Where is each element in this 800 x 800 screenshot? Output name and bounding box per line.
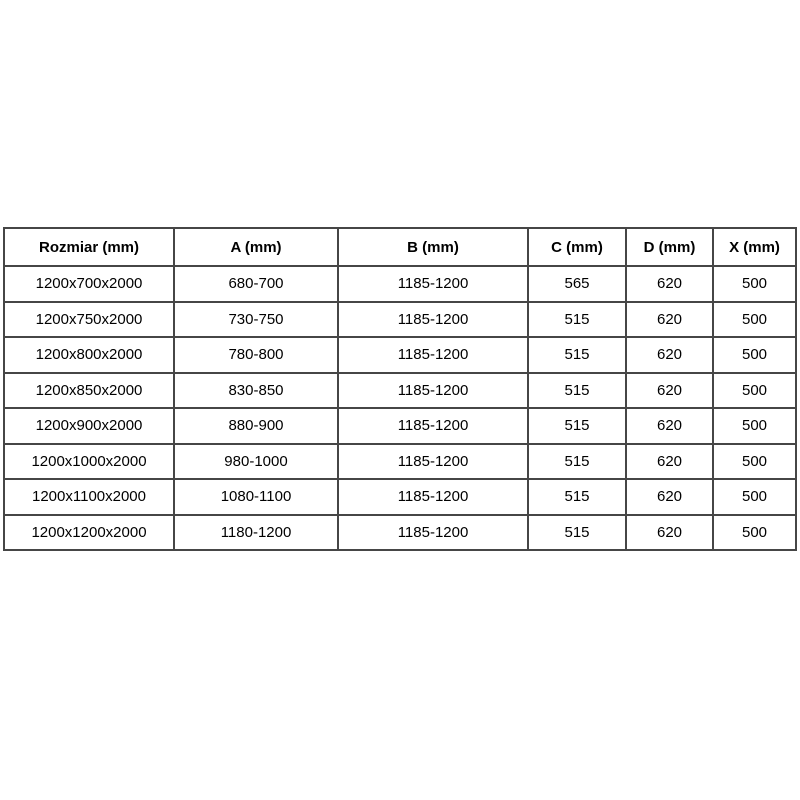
table-cell: 1200x800x2000 bbox=[4, 337, 174, 373]
table-row bbox=[4, 337, 796, 373]
table-cell: 515 bbox=[528, 373, 626, 409]
table-cell: 515 bbox=[528, 444, 626, 480]
table-row bbox=[4, 444, 796, 480]
column-header: D (mm) bbox=[626, 228, 713, 266]
table-cell: 1200x1000x2000 bbox=[4, 444, 174, 480]
table-cell: 1200x700x2000 bbox=[4, 266, 174, 302]
table-row bbox=[4, 408, 796, 444]
table-cell: 1180-1200 bbox=[174, 515, 338, 551]
table-cell: 1185-1200 bbox=[338, 302, 528, 338]
table-row bbox=[4, 302, 796, 338]
table-cell: 500 bbox=[713, 373, 796, 409]
table-cell: 515 bbox=[528, 515, 626, 551]
table-cell: 500 bbox=[713, 337, 796, 373]
table-cell: 620 bbox=[626, 266, 713, 302]
column-header: X (mm) bbox=[713, 228, 796, 266]
column-header: Rozmiar (mm) bbox=[4, 228, 174, 266]
table-cell: 515 bbox=[528, 302, 626, 338]
table-cell: 780-800 bbox=[174, 337, 338, 373]
table-cell: 515 bbox=[528, 408, 626, 444]
table-row bbox=[4, 515, 796, 551]
table-cell: 515 bbox=[528, 479, 626, 515]
table-cell: 500 bbox=[713, 408, 796, 444]
table-row bbox=[4, 373, 796, 409]
size-spec-table-container bbox=[3, 227, 795, 551]
table-cell: 1200x900x2000 bbox=[4, 408, 174, 444]
table-row bbox=[4, 266, 796, 302]
table-cell: 1200x1100x2000 bbox=[4, 479, 174, 515]
header-row bbox=[4, 228, 796, 266]
table-cell: 1185-1200 bbox=[338, 479, 528, 515]
table-cell: 1185-1200 bbox=[338, 515, 528, 551]
table-cell: 880-900 bbox=[174, 408, 338, 444]
table-cell: 500 bbox=[713, 266, 796, 302]
table-cell: 500 bbox=[713, 444, 796, 480]
table-cell: 500 bbox=[713, 479, 796, 515]
table-cell: 565 bbox=[528, 266, 626, 302]
table-cell: 620 bbox=[626, 479, 713, 515]
table-cell: 1185-1200 bbox=[338, 373, 528, 409]
table-cell: 1200x850x2000 bbox=[4, 373, 174, 409]
table-row bbox=[4, 479, 796, 515]
table-cell: 620 bbox=[626, 515, 713, 551]
table-cell: 1185-1200 bbox=[338, 408, 528, 444]
table-cell: 500 bbox=[713, 302, 796, 338]
column-header: B (mm) bbox=[338, 228, 528, 266]
table-cell: 1080-1100 bbox=[174, 479, 338, 515]
table-cell: 620 bbox=[626, 302, 713, 338]
table-cell: 1200x1200x2000 bbox=[4, 515, 174, 551]
table-header bbox=[4, 228, 796, 266]
table-cell: 1185-1200 bbox=[338, 266, 528, 302]
table-cell: 730-750 bbox=[174, 302, 338, 338]
table-cell: 620 bbox=[626, 444, 713, 480]
table-cell: 1185-1200 bbox=[338, 337, 528, 373]
column-header: A (mm) bbox=[174, 228, 338, 266]
size-spec-table bbox=[3, 227, 797, 551]
table-cell: 1200x750x2000 bbox=[4, 302, 174, 338]
table-cell: 1185-1200 bbox=[338, 444, 528, 480]
column-header: C (mm) bbox=[528, 228, 626, 266]
table-cell: 515 bbox=[528, 337, 626, 373]
table-cell: 830-850 bbox=[174, 373, 338, 409]
table-cell: 620 bbox=[626, 337, 713, 373]
table-cell: 620 bbox=[626, 373, 713, 409]
table-cell: 500 bbox=[713, 515, 796, 551]
table-cell: 980-1000 bbox=[174, 444, 338, 480]
table-body bbox=[4, 266, 796, 550]
table-cell: 620 bbox=[626, 408, 713, 444]
table-cell: 680-700 bbox=[174, 266, 338, 302]
